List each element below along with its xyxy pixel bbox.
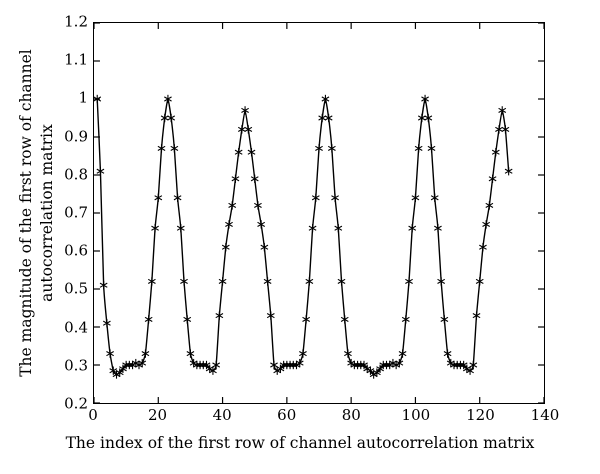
x-tick-label: 0 xyxy=(88,406,98,424)
x-tick-label: 120 xyxy=(466,406,495,424)
series-markers xyxy=(94,95,512,379)
y-axis-title-line1: The magnitude of the first row of channel xyxy=(17,49,35,377)
x-tick-label: 100 xyxy=(401,406,431,424)
y-tick-label: 0.4 xyxy=(64,318,88,337)
x-axis-title: The index of the first row of channel autocorrelation matrix xyxy=(65,434,535,452)
y-tick-label: 1.2 xyxy=(64,12,88,31)
x-tick-label: 40 xyxy=(212,406,232,424)
y-tick-label: 0.9 xyxy=(64,127,88,146)
y-axis-title-line2: autocorrelation matrix xyxy=(37,124,56,302)
y-tick-label: 0.6 xyxy=(64,241,88,260)
y-tick-label: 0.2 xyxy=(64,394,88,413)
y-tick-label: 0.3 xyxy=(64,356,88,375)
y-tick-label: 1.1 xyxy=(64,50,88,69)
data-series-svg xyxy=(94,23,544,403)
series-line xyxy=(97,99,508,375)
x-tick-label: 60 xyxy=(277,406,297,424)
x-axis-tick-labels xyxy=(88,406,560,430)
x-tick-label: 140 xyxy=(530,406,560,424)
x-tick-label: 20 xyxy=(148,406,168,424)
y-axis-title xyxy=(16,22,58,404)
x-tick-label: 80 xyxy=(341,406,361,424)
y-tick-label: 1 xyxy=(78,88,88,107)
axis-ticks xyxy=(94,23,544,403)
plot-area xyxy=(93,22,545,404)
y-tick-label: 0.7 xyxy=(64,203,88,222)
y-tick-label: 0.8 xyxy=(64,165,88,184)
y-tick-label: 0.5 xyxy=(64,279,88,298)
